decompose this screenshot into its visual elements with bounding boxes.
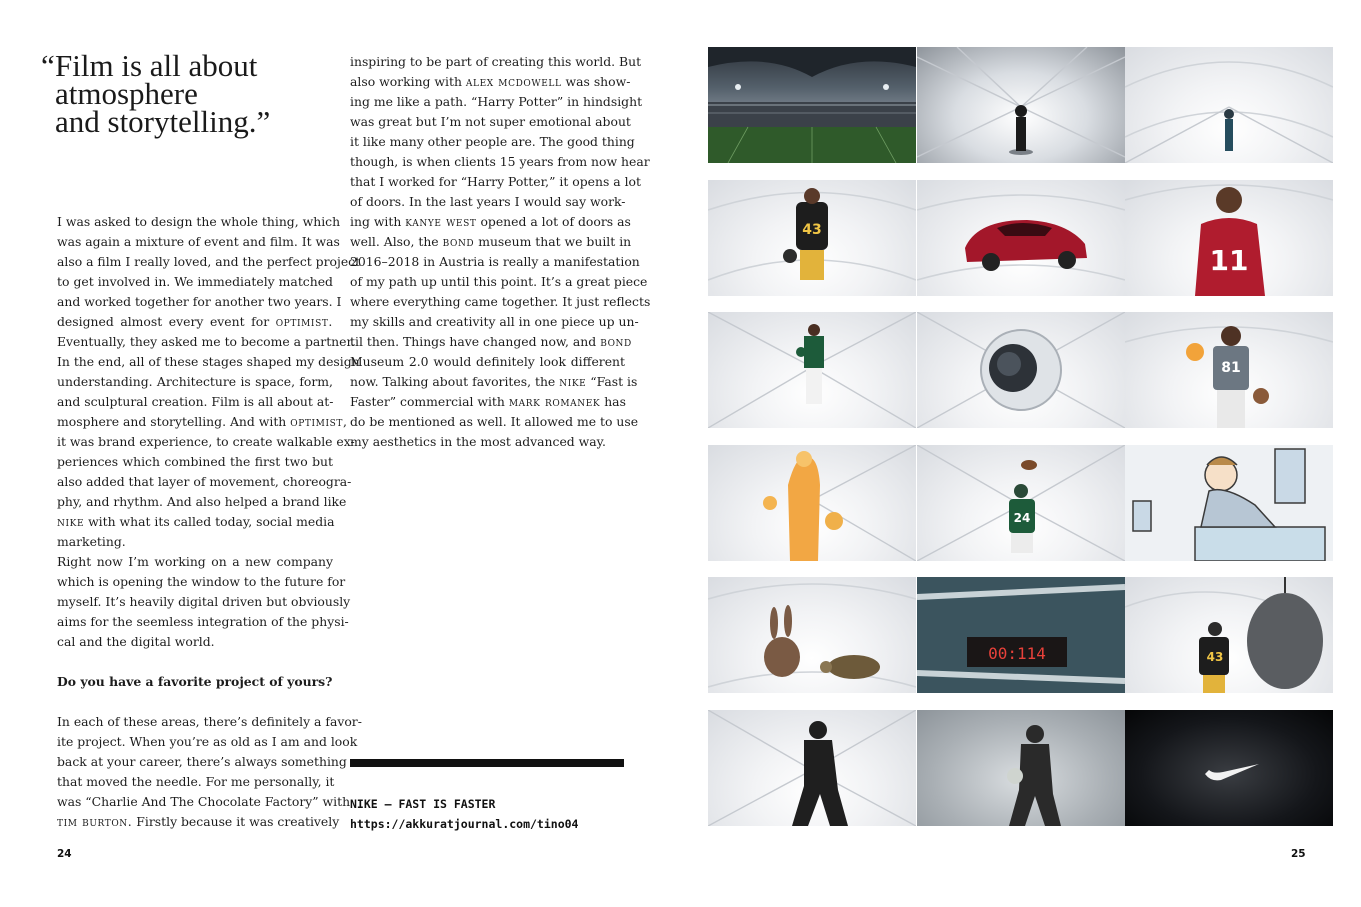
text-line: was again a mixture of event and film. It was	[57, 234, 340, 249]
text-line: In each of these areas, there’s definitely a favor-	[57, 714, 362, 729]
text-line: back at your career, there’s always something	[57, 754, 347, 769]
smallcaps-optimist: optimist.	[275, 314, 333, 329]
text-line: In the end, all of these stages shaped my design	[57, 354, 360, 369]
quote-line: atmosphere	[55, 76, 198, 111]
text-run: now. Talking about favorites, the	[350, 374, 556, 389]
text-line: inspiring to be part of creating this world. But	[350, 54, 642, 69]
helmet-clock-icon	[917, 577, 1125, 693]
nike-swoosh-icon	[1125, 710, 1333, 826]
text-run: was show-	[565, 74, 631, 89]
film-stills-grid	[708, 47, 1333, 826]
smallcaps-mark-romanek: mark romanek	[508, 394, 601, 409]
text-line: marketing.	[57, 534, 126, 549]
still-silhouette-tunnel	[917, 47, 1125, 163]
text-line: though, is when clients 15 years from now hear	[350, 154, 650, 169]
left-page	[0, 0, 680, 907]
text-line: 2016–2018 in Austria is really a manifestation	[350, 254, 640, 269]
still-speaker-orb	[917, 312, 1125, 428]
caption-url[interactable]: https://akkuratjournal.com/tino04	[350, 817, 579, 831]
rabbit-tortoise-icon	[708, 577, 916, 693]
text-line	[57, 812, 340, 832]
jersey-number: 11	[1209, 243, 1249, 277]
text-line	[57, 312, 333, 332]
player-24-catch-icon	[917, 445, 1125, 561]
still-rabbit-tortoise	[708, 577, 916, 693]
text-line	[350, 212, 631, 232]
still-fire-figure	[708, 445, 916, 561]
text-line: it like many other people are. The good thing	[350, 134, 635, 149]
player-81-flame-icon	[1125, 312, 1333, 428]
text-line: was great but I’m not super emotional about	[350, 114, 631, 129]
silhouette-player-icon	[917, 47, 1125, 163]
still-helmet-clock	[917, 577, 1125, 693]
text-line	[350, 372, 638, 392]
still-player-24	[917, 445, 1125, 561]
text-run: museum that we built in	[478, 234, 632, 249]
text-line: that I worked for “Harry Potter,” it opens a lot	[350, 174, 641, 189]
text-line: which is opening the window to the future for	[57, 574, 346, 589]
armored-runner-icon	[708, 710, 916, 826]
still-cartoon-man	[1125, 445, 1333, 561]
text-run: with what its called today, social media	[88, 514, 335, 529]
text-run: “Fast is	[590, 374, 638, 389]
text-run: opened a lot of doors as	[480, 214, 631, 229]
smallcaps-bond: bond	[442, 234, 475, 249]
player-jets-icon	[708, 312, 916, 428]
player-walking-icon	[1125, 47, 1333, 163]
text-run: Firstly because it was creatively	[136, 814, 340, 829]
text-line: that moved the needle. For me personally, it	[57, 774, 335, 789]
film-caption	[350, 794, 650, 834]
stills-row	[708, 312, 1333, 428]
text-run: designed almost every event for	[57, 314, 270, 329]
stills-row	[708, 577, 1333, 693]
speaker-orb-icon	[917, 312, 1125, 428]
text-line: to get involved in. We immediately matched	[57, 274, 333, 289]
text-line: also a film I really loved, and the perfect project	[57, 254, 361, 269]
still-jets-player	[708, 312, 916, 428]
text-line: cal and the digital world.	[57, 634, 215, 649]
clock-readout: 00:114	[987, 644, 1046, 664]
text-line: periences which combined the first two but	[57, 454, 333, 469]
still-red-car	[917, 180, 1125, 296]
still-player-11	[1125, 180, 1333, 296]
text-line: do be mentioned as well. It allowed me to use	[350, 414, 639, 429]
smallcaps-bond: bond	[600, 334, 632, 349]
text-run: well. Also, the	[350, 234, 439, 249]
text-line: also added that layer of movement, choreogra-	[57, 474, 352, 489]
still-punching-bag	[1125, 577, 1333, 693]
armored-runner-dust-icon	[917, 710, 1125, 826]
text-line	[350, 72, 631, 92]
text-line: myself. It’s heavily digital driven but obviously	[57, 594, 351, 609]
red-sports-car-icon	[917, 180, 1125, 296]
stills-row	[708, 47, 1333, 163]
text-line: understanding. Architecture is space, form,	[57, 374, 333, 389]
stadium-icon	[708, 47, 916, 163]
text-line: where everything came together. It just reflects	[350, 294, 651, 309]
jersey-number: 43	[802, 221, 822, 238]
player-punching-bag-icon	[1125, 577, 1333, 693]
player-43-helmet-icon	[708, 180, 916, 296]
text-run: Faster” commercial with	[350, 394, 505, 409]
text-line: phy, and rhythm. And also helped a brand like	[57, 494, 347, 509]
text-line	[57, 512, 333, 532]
body-column-left	[57, 212, 362, 832]
smallcaps-alex-mcdowell: alex mcdowell	[465, 74, 562, 89]
smallcaps-kanye-west: kanye west	[405, 214, 477, 229]
still-armored-runner-dust	[917, 710, 1125, 826]
text-line: it was brand experience, to create walkable ex-	[57, 434, 355, 449]
fire-figure-icon	[708, 445, 916, 561]
quote-line: and storytelling.”	[55, 104, 271, 139]
still-player-81	[1125, 312, 1333, 428]
text-line	[350, 332, 632, 352]
text-line: and worked together for another two years. I	[57, 294, 342, 309]
text-run: til then. Things have changed now, and	[350, 334, 597, 349]
still-armored-runner	[708, 710, 916, 826]
text-line	[57, 412, 348, 432]
text-run: also working with	[350, 74, 462, 89]
text-run: mosphere and storytelling. And with	[57, 414, 287, 429]
text-line: I was asked to design the whole thing, which	[57, 214, 341, 229]
still-player-walking	[1125, 47, 1333, 163]
caption-title: NIKE — FAST IS FASTER	[350, 797, 496, 811]
stills-row	[708, 710, 1333, 826]
page-number-left: 24	[57, 848, 72, 860]
pull-quote	[41, 48, 312, 139]
text-line: ite project. When you’re as old as I am and look	[57, 734, 358, 749]
jersey-number: 43	[1206, 650, 1224, 665]
text-line: Eventually, they asked me to become a partner.	[57, 334, 355, 349]
stills-row	[708, 180, 1333, 296]
quote-line: Film is all about	[55, 48, 258, 83]
quote-open-mark: “	[41, 48, 55, 83]
page-number-right: 25	[1291, 848, 1306, 860]
text-line: aims for the seemless integration of the physi-	[57, 614, 349, 629]
jersey-number: 81	[1221, 360, 1241, 377]
text-line: Right now I’m working on a new company	[57, 554, 333, 569]
jersey-number: 24	[1013, 510, 1030, 525]
text-line: ing me like a path. “Harry Potter” in hindsight	[350, 94, 643, 109]
still-nike-swoosh	[1125, 710, 1333, 826]
still-player-43	[708, 180, 916, 296]
cartoon-man-icon	[1125, 445, 1333, 561]
text-run: has	[604, 394, 626, 409]
interview-question: Do you have a favorite project of yours?	[57, 674, 333, 689]
smallcaps-tim-burton: tim burton.	[57, 814, 133, 829]
right-page	[680, 0, 1361, 907]
text-run: ing with	[350, 214, 402, 229]
text-line: Museum 2.0 would definitely look different	[350, 354, 625, 369]
text-line: my aesthetics in the most advanced way.	[350, 434, 606, 449]
text-line: and sculptural creation. Film is all about at-	[57, 394, 334, 409]
stills-row	[708, 445, 1333, 561]
text-line	[350, 232, 632, 252]
text-line: of my path up until this point. It’s a great piece	[350, 274, 648, 289]
smallcaps-optimist: optimist,	[290, 414, 348, 429]
text-line: of doors. In the last years I would say work-	[350, 194, 626, 209]
smallcaps-nike: nike	[559, 374, 587, 389]
body-column-right	[350, 52, 651, 452]
text-line: my skills and creativity all in one piece up un-	[350, 314, 639, 329]
text-line: was “Charlie And The Chocolate Factory” with	[57, 794, 351, 809]
smallcaps-nike: nike	[57, 514, 85, 529]
caption-rule	[350, 759, 624, 767]
still-stadium	[708, 47, 916, 163]
player-11-cardinals-icon	[1125, 180, 1333, 296]
text-line	[350, 392, 625, 412]
